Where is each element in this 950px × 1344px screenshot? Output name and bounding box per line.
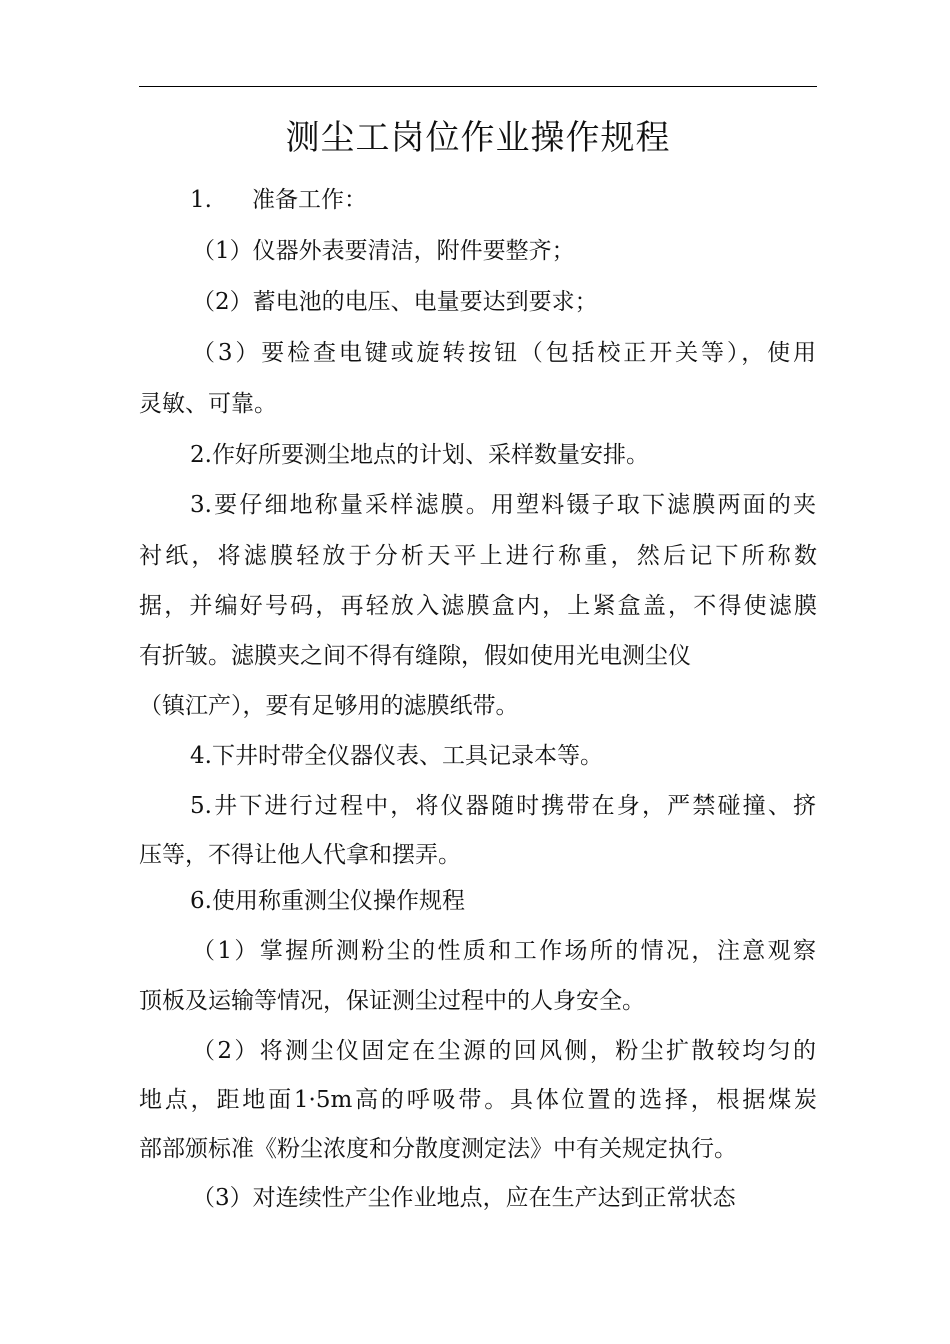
section-number: 1.: [190, 187, 212, 213]
paragraph-line: 2.作好所要测尘地点的计划、采样数量安排。: [190, 442, 649, 468]
paragraph-line: 3.要仔细地称量采样滤膜。用塑料镊子取下滤膜两面的夹: [190, 492, 816, 518]
section-heading-1: [190, 184, 367, 216]
paragraph-line: 地点，距地面1·5m高的呼吸带。具体位置的选择，根据煤炭: [139, 1087, 817, 1113]
header-rule: [139, 86, 817, 87]
paragraph-line: （1）仪器外表要清洁，附件要整齐；: [192, 238, 575, 264]
paragraph-line: 4.下井时带全仪器仪表、工具记录本等。: [190, 743, 603, 769]
paragraph-line: 据，并编好号码，再轻放入滤膜盒内，上紧盒盖，不得使滤膜: [139, 593, 817, 619]
document-title: 测尘工岗位作业操作规程: [285, 118, 671, 158]
paragraph-line: （1）掌握所测粉尘的性质和工作场所的情况，注意观察: [192, 938, 816, 964]
section-heading-text: 准备工作：: [252, 187, 367, 213]
paragraph-line: 灵敏、可靠。: [139, 391, 277, 417]
paragraph-line: （2）蓄电池的电压、电量要达到要求；: [192, 289, 598, 315]
paragraph-line: （镇江产），要有足够用的滤膜纸带。: [139, 693, 519, 719]
paragraph-line: 6.使用称重测尘仪操作规程: [190, 888, 465, 914]
paragraph-line: 顶板及运输等情况，保证测尘过程中的人身安全。: [139, 988, 645, 1014]
paragraph-line: 5.井下进行过程中，将仪器随时携带在身，严禁碰撞、挤: [190, 793, 816, 819]
paragraph-line: （3）对连续性产尘作业地点，应在生产达到正常状态: [192, 1185, 736, 1211]
paragraph-line: 压等，不得让他人代拿和摆弄。: [139, 842, 461, 868]
paragraph-line: （3）要检查电键或旋转按钮（包括校正开关等），使用: [192, 340, 816, 366]
paragraph-line: （2）将测尘仪固定在尘源的回风侧，粉尘扩散较均匀的: [192, 1038, 816, 1064]
paragraph-line: 部部颁标准《粉尘浓度和分散度测定法》中有关规定执行。: [139, 1136, 737, 1162]
paragraph-line: 衬纸，将滤膜轻放于分析天平上进行称重，然后记下所称数: [139, 543, 817, 569]
paragraph-line: 有折皱。滤膜夹之间不得有缝隙，假如使用光电测尘仪: [139, 643, 691, 669]
